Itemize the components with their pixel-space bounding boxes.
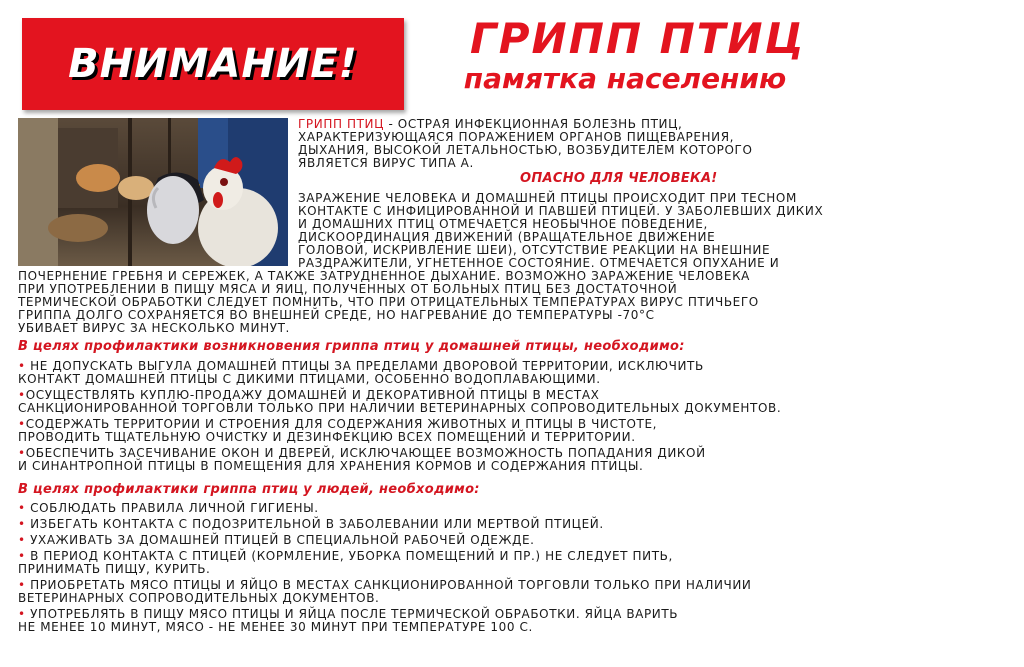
intro-definition: - ОСТРАЯ ИНФЕКЦИОННАЯ БОЛЕЗНЬ ПТИЦ, xyxy=(384,117,683,131)
danger-heading: ОПАСНО ДЛЯ ЧЕЛОВЕКА! xyxy=(520,171,718,186)
list-item-cont: САНКЦИОНИРОВАННОЙ ТОРГОВЛИ ТОЛЬКО ПРИ НАЛИЧИИ ВЕТЕРИНАРНЫХ СОПРОВОДИТЕЛЬНЫХ ДОКУМЕНТОВ. xyxy=(18,401,782,415)
infection-line: И ДОМАШНИХ ПТИЦ ОТМЕЧАЕТСЯ НЕОБЫЧНОЕ ПОВЕДЕНИЕ, xyxy=(298,217,708,231)
list-item: • ИЗБЕГАТЬ КОНТАКТА С ПОДОЗРИТЕЛЬНОЙ В ЗАБОЛЕВАНИИ ИЛИ МЕРТВОЙ ПТИЦЕЙ. xyxy=(18,517,604,531)
intro-term: ГРИПП ПТИЦ xyxy=(298,117,385,131)
banner-text: ВНИМАНИЕ! xyxy=(68,41,358,87)
infection-full-line: ПОЧЕРНЕНИЕ ГРЕБНЯ И СЕРЕЖЕК, А ТАКЖЕ ЗАТРУДНЕННОЕ ДЫХАНИЕ. ВОЗМОЖНО ЗАРАЖЕНИЕ ЧЕЛОВЕКА xyxy=(18,269,750,283)
infection-line: ГОЛОВОЙ, ИСКРИВЛЕНИЕ ШЕИ), ОТСУТСТВИЕ РЕАКЦИИ НА ВНЕШНИЕ xyxy=(298,243,771,257)
page-subtitle: памятка населению xyxy=(463,62,787,95)
infection-full-line: ГРИППА ДОЛГО СОХРАНЯЕТСЯ ВО ВНЕШНЕЙ СРЕДЕ, НО НАГРЕВАНИЕ ДО ТЕМПЕРАТУРЫ -70°С xyxy=(18,308,655,322)
infection-full-line: ТЕРМИЧЕСКОЙ ОБРАБОТКИ СЛЕДУЕТ ПОМНИТЬ, ЧТО ПРИ ОТРИЦАТЕЛЬНЫХ ТЕМПЕРАТУРАХ ВИРУС ПТИЧЬЕГО xyxy=(18,295,759,309)
infection-full-line: УБИВАЕТ ВИРУС ЗА НЕСКОЛЬКО МИНУТ. xyxy=(18,321,290,335)
list-item: • СОБЛЮДАТЬ ПРАВИЛА ЛИЧНОЙ ГИГИЕНЫ. xyxy=(18,501,319,515)
intro-line-3: ДЫХАНИЯ, ВЫСОКОЙ ЛЕТАЛЬНОСТЬЮ, ВОЗБУДИТЕЛЕМ КОТОРОГО xyxy=(298,143,753,157)
list-item-cont: НЕ МЕНЕЕ 10 МИНУТ, МЯСО - НЕ МЕНЕЕ 30 МИНУТ ПРИ ТЕМПЕРАТУРЕ 100 С. xyxy=(18,620,533,634)
list-item-cont: КОНТАКТ ДОМАШНЕЙ ПТИЦЫ С ДИКИМИ ПТИЦАМИ, ОСОБЕННО ВОДОПЛАВАЮЩИМИ. xyxy=(18,372,601,386)
list-item-cont: ВЕТЕРИНАРНЫХ СОПРОВОДИТЕЛЬНЫХ ДОКУМЕНТОВ. xyxy=(18,591,380,605)
list-item: • В ПЕРИОД КОНТАКТА С ПТИЦЕЙ (КОРМЛЕНИЕ, УБОРКА ПОМЕЩЕНИЙ И ПР.) НЕ СЛЕДУЕТ ПИТЬ, xyxy=(18,549,673,563)
attention-banner xyxy=(22,18,404,110)
list-item-cont: ПРИНИМАТЬ ПИЩУ, КУРИТЬ. xyxy=(18,562,211,576)
intro-line-4: ЯВЛЯЕТСЯ ВИРУС ТИПА А. xyxy=(298,156,474,170)
chicken-inspection-photo xyxy=(18,118,288,266)
infection-line: ЗАРАЖЕНИЕ ЧЕЛОВЕКА И ДОМАШНЕЙ ПТИЦЫ ПРОИСХОДИТ ПРИ ТЕСНОМ xyxy=(298,191,797,205)
list-item: • ПРИОБРЕТАТЬ МЯСО ПТИЦЫ И ЯЙЦО В МЕСТАХ САНКЦИОНИРОВАННОЙ ТОРГОВЛИ ТОЛЬКО ПРИ НАЛИЧИИ xyxy=(18,578,752,592)
list-item-cont: И СИНАНТРОПНОЙ ПТИЦЫ В ПОМЕЩЕНИЯ ДЛЯ ХРАНЕНИЯ КОРМОВ И СОДЕРЖАНИЯ ПТИЦЫ. xyxy=(18,459,644,473)
infection-line: РАЗДРАЖИТЕЛИ, УГНЕТЕННОЕ СОСТОЯНИЕ. ОТМЕЧАЕТСЯ ОПУХАНИЕ И xyxy=(298,256,780,270)
list-item: • УХАЖИВАТЬ ЗА ДОМАШНЕЙ ПТИЦЕЙ В СПЕЦИАЛЬНОЙ РАБОЧЕЙ ОДЕЖДЕ. xyxy=(18,533,535,547)
section-people-heading: В целях профилактики гриппа птиц у людей, необходимо: xyxy=(18,482,480,497)
infection-line: ДИСКООРДИНАЦИЯ ДВИЖЕНИЙ (ВРАЩАТЕЛЬНОЕ ДВИЖЕНИЕ xyxy=(298,230,716,244)
chicken-photo-illustration xyxy=(18,118,288,266)
infection-line: КОНТАКТЕ С ИНФИЦИРОВАННОЙ И ПАВШЕЙ ПТИЦЕЙ. У ЗАБОЛЕВШИХ ДИКИХ xyxy=(298,204,824,218)
list-item: •ОСУЩЕСТВЛЯТЬ КУПЛЮ-ПРОДАЖУ ДОМАШНЕЙ И ДЕКОРАТИВНОЙ ПТИЦЫ В МЕСТАХ xyxy=(18,388,600,402)
list-item-cont: ПРОВОДИТЬ ТЩАТЕЛЬНУЮ ОЧИСТКУ И ДЕЗИНФЕКЦИЮ ВСЕХ ПОМЕЩЕНИЙ И ТЕРРИТОРИИ. xyxy=(18,430,636,444)
intro-line-2: ХАРАКТЕРИЗУЮЩАЯСЯ ПОРАЖЕНИЕМ ОРГАНОВ ПИЩЕВАРЕНИЯ, xyxy=(298,130,735,144)
infection-full-line: ПРИ УПОТРЕБЛЕНИИ В ПИЩУ МЯСА И ЯИЦ, ПОЛУЧЕННЫХ ОТ БОЛЬНЫХ ПТИЦ БЕЗ ДОСТАТОЧНОЙ xyxy=(18,282,678,296)
list-item: • УПОТРЕБЛЯТЬ В ПИЩУ МЯСО ПТИЦЫ И ЯЙЦА ПОСЛЕ ТЕРМИЧЕСКОЙ ОБРАБОТКИ. ЯЙЦА ВАРИТЬ xyxy=(18,607,679,621)
list-item: • НЕ ДОПУСКАТЬ ВЫГУЛА ДОМАШНЕЙ ПТИЦЫ ЗА ПРЕДЕЛАМИ ДВОРОВОЙ ТЕРРИТОРИИ, ИСКЛЮЧИТЬ xyxy=(18,359,704,373)
list-item: •СОДЕРЖАТЬ ТЕРРИТОРИИ И СТРОЕНИЯ ДЛЯ СОДЕРЖАНИЯ ЖИВОТНЫХ И ПТИЦЫ В ЧИСТОТЕ, xyxy=(18,417,658,431)
list-item: •ОБЕСПЕЧИТЬ ЗАСЕЧИВАНИЕ ОКОН И ДВЕРЕЙ, ИСКЛЮЧАЮЩЕЕ ВОЗМОЖНОСТЬ ПОПАДАНИЯ ДИКОЙ xyxy=(18,446,706,460)
page-title: ГРИПП ПТИЦ xyxy=(470,14,806,63)
section-poultry-heading: В целях профилактики возникновения гриппа птиц у домашней птицы, необходимо: xyxy=(18,339,685,354)
